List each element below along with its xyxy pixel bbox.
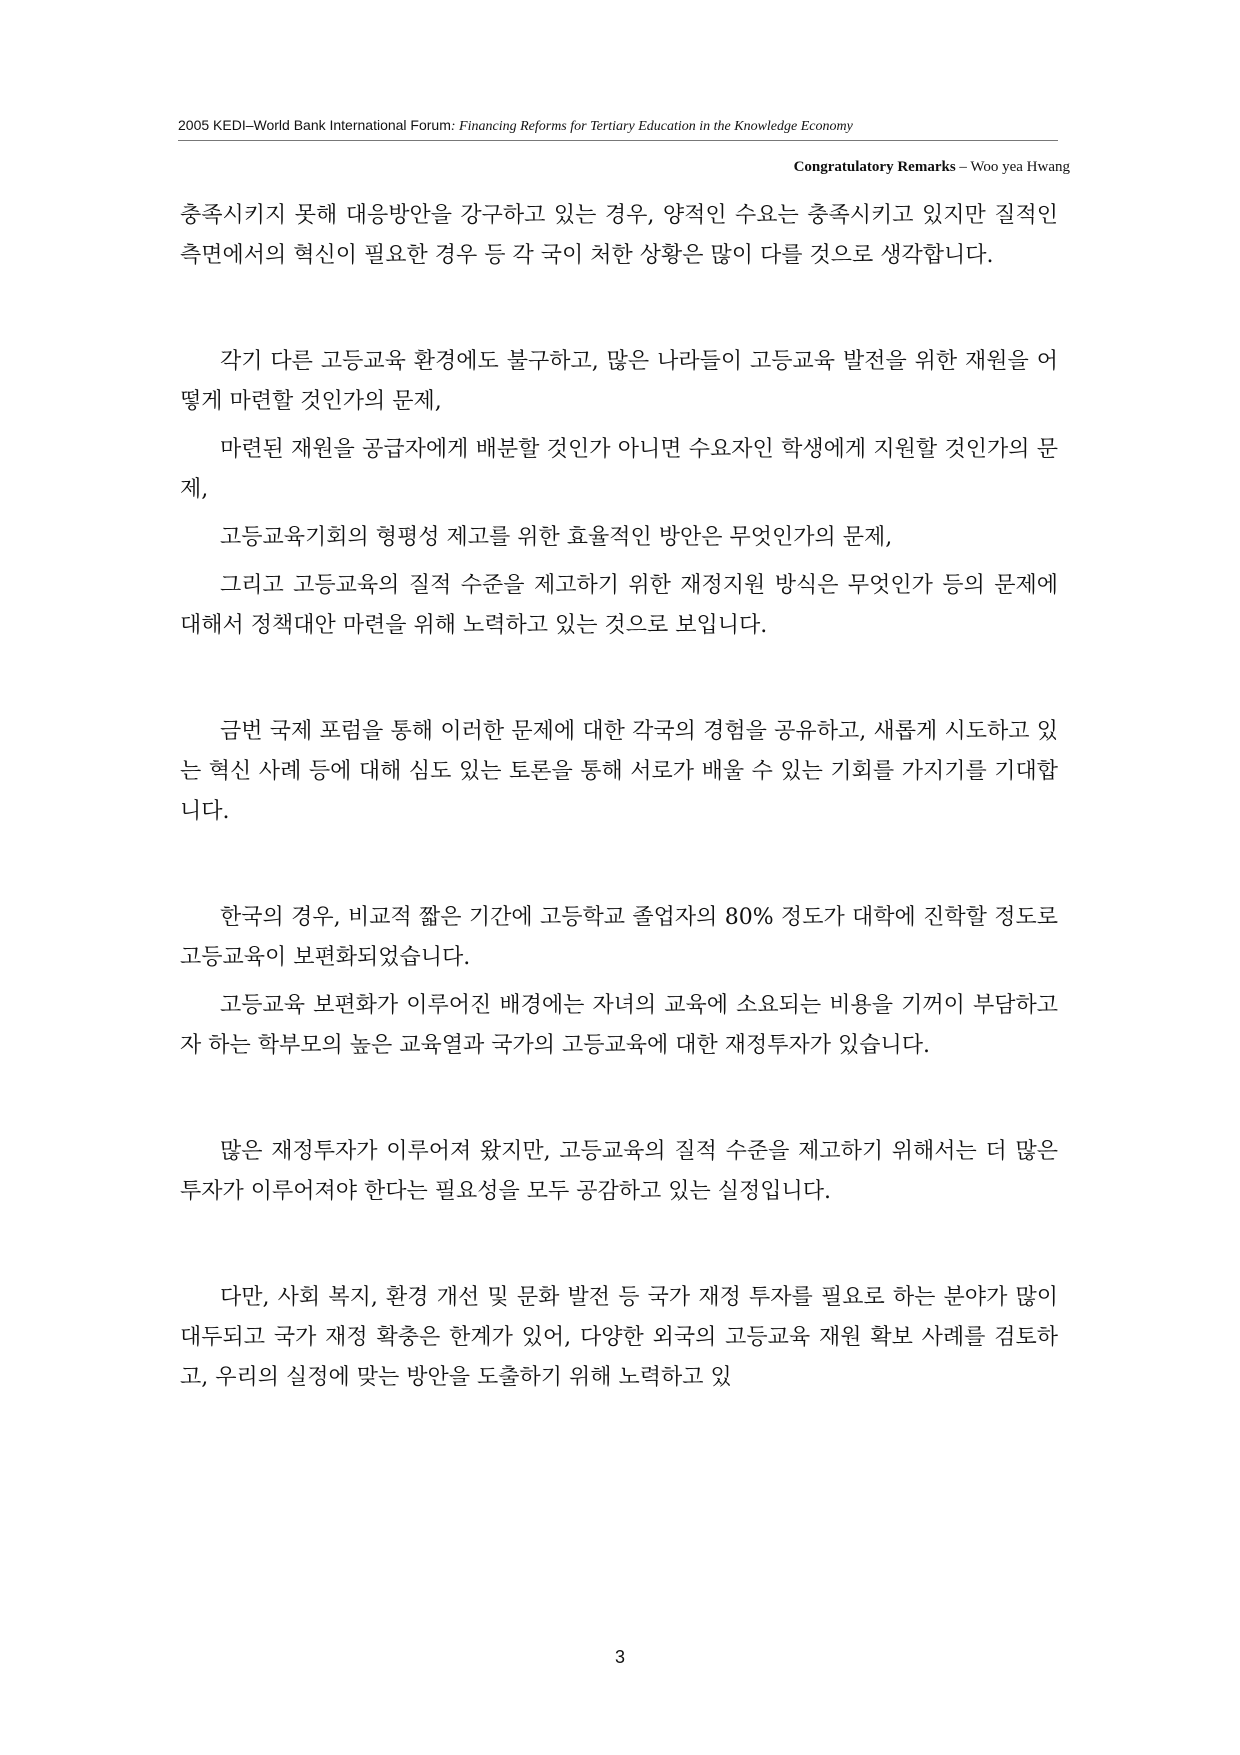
paragraph: 마련된 재원을 공급자에게 배분할 것인가 아니면 수요자인 학생에게 지원할 것인가의 문제, (180, 437, 1058, 502)
paragraph-continued: 충족시키지 못해 대응방안을 강구하고 있는 경우, 양적인 수요는 충족시키고 있지만 질적인 측면에서의 혁신이 필요한 경우 등 각 국이 처한 상황은 많이 다를 것으로 생각합니다. (180, 203, 1058, 268)
section-title: Congratulatory Remarks (793, 159, 956, 175)
forum-name: 2005 KEDI–World Bank International Forum (178, 117, 451, 133)
header-divider (178, 140, 1058, 141)
paragraph: 그리고 고등교육의 질적 수준을 제고하기 위한 재정지원 방식은 무엇인가 등의 문제에 대해서 정책대안 마련을 위해 노력하고 있는 것으로 보입니다. (180, 573, 1058, 638)
paragraph: 다만, 사회 복지, 환경 개선 및 문화 발전 등 국가 재정 투자를 필요로 하는 분야가 많이 대두되고 국가 재정 확충은 한계가 있어, 다양한 외국의 고등교육 재원 확보 사례를 검토하고, 우리의 실정에 맞는 방안을 도출하기 위해 노력하고 있 (180, 1285, 1058, 1390)
paragraph: 각기 다른 고등교육 환경에도 불구하고, 많은 나라들이 고등교육 발전을 위한 재원을 어떻게 마련할 것인가의 문제, (180, 349, 1058, 414)
body-text (180, 196, 1058, 1398)
page-number: 3 (614, 1647, 625, 1667)
paragraph: 많은 재정투자가 이루어져 왔지만, 고등교육의 질적 수준을 제고하기 위해서는 더 많은 투자가 이루어져야 한다는 필요성을 모두 공감하고 있는 실정입니다. (180, 1139, 1058, 1204)
paragraph: 한국의 경우, 비교적 짧은 기간에 고등학교 졸업자의 80% 정도가 대학에 진학할 정도로 고등교육이 보편화되었습니다. (180, 905, 1058, 970)
paragraph: 고등교육 보편화가 이루어진 배경에는 자녀의 교육에 소요되는 비용을 기꺼이 부담하고자 하는 학부모의 높은 교육열과 국가의 고등교육에 대한 재정투자가 있습니다. (180, 993, 1058, 1058)
running-header (178, 116, 1058, 136)
forum-title: : Financing Reforms for Tertiary Education in the Knowledge Economy (450, 119, 853, 134)
section-author: – Woo yea Hwang (955, 159, 1070, 175)
paragraph: 고등교육기회의 형평성 제고를 위한 효율적인 방안은 무엇인가의 문제, (220, 525, 893, 550)
paragraph: 금번 국제 포럼을 통해 이러한 문제에 대한 각국의 경험을 공유하고, 새롭게 시도하고 있는 혁신 사례 등에 대해 심도 있는 토론을 통해 서로가 배울 수 있는 기회를 가지기를 기대합니다. (180, 719, 1058, 824)
section-label (794, 158, 1070, 176)
